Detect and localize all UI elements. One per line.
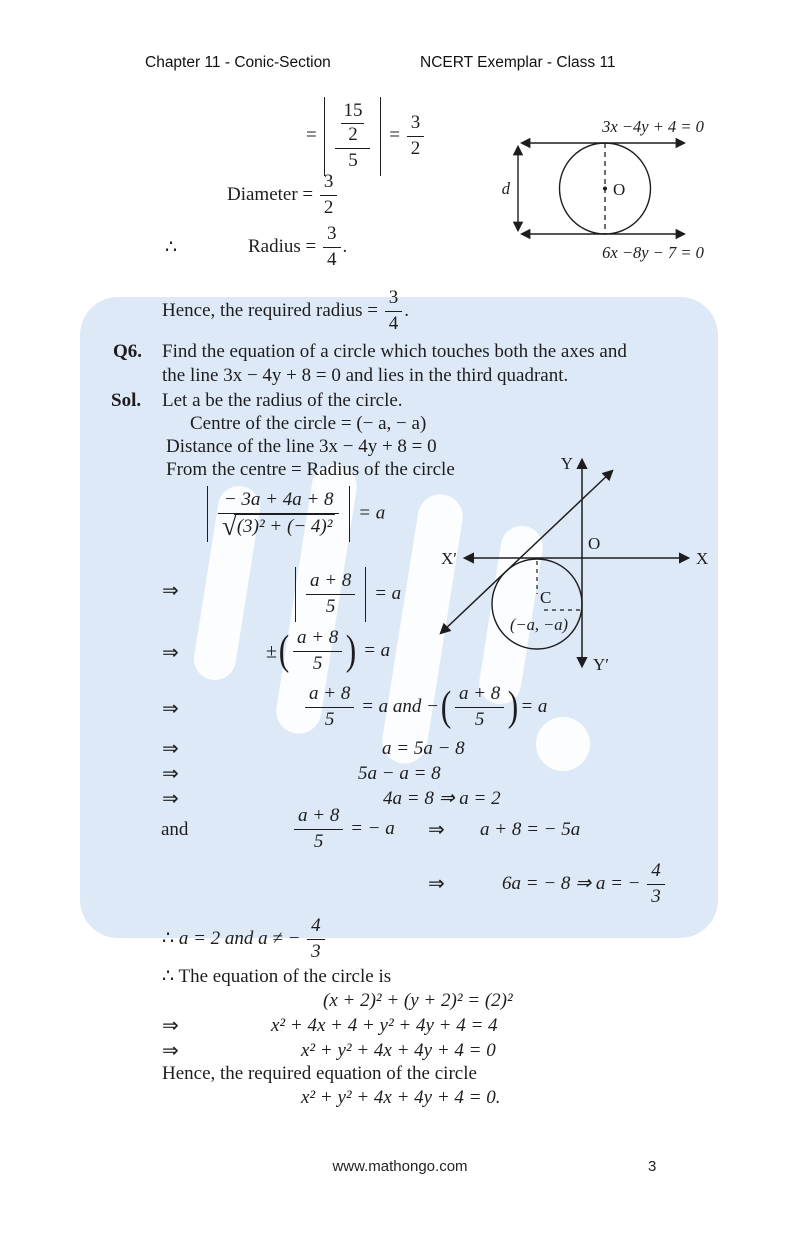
hence-radius-line <box>162 288 409 335</box>
bottom-line-equation-label: 6x −8y − 7 = 0 <box>602 243 704 262</box>
step-9: 6a = − 8 ⇒ a = − $\frac{4}{3}$ <box>502 861 667 908</box>
step-8-left: $\frac{a + 8}{5}$ = − a <box>292 806 395 853</box>
step-rhs: = a <box>374 582 402 604</box>
step-lhs: 6a = − 8 ⇒ a = − <box>502 872 641 894</box>
implies-arrow: ⇒ <box>162 698 180 720</box>
left-paren: ( <box>440 683 452 730</box>
final-equation: x² + y² + 4x + 4y + 4 = 0. <box>301 1087 501 1108</box>
question-number: Q6. <box>113 341 143 362</box>
implies-arrow: ⇒ <box>162 738 180 760</box>
equation-step: x² + y² + 4x + 4y + 4 = 0 <box>301 1040 496 1061</box>
chapter-title: Chapter 11 - Conic-Section <box>145 54 331 71</box>
numerator: − 3a + 4a + 8 <box>218 490 339 514</box>
conclusion-a-values: ∴ a = 2 and a ≠ − $\frac{4}{3}$ <box>162 916 327 963</box>
implies-arrow: ⇒ <box>162 1040 180 1062</box>
page-number: 3 <box>648 1158 657 1175</box>
step-rhs: = a <box>363 639 391 661</box>
center-label: O <box>613 180 626 199</box>
parallel-lines-circle-diagram <box>480 100 790 270</box>
implies-arrow: ⇒ <box>162 1015 180 1037</box>
y-prime-label: Y′ <box>593 655 609 674</box>
equation-step: x² + 4x + 4 + y² + 4y + 4 = 4 <box>271 1015 498 1036</box>
absolute-value-bars <box>324 97 381 176</box>
radius-fraction: $\frac{3}{4}$ <box>323 224 341 271</box>
equals-sign: = <box>306 124 317 146</box>
question-line-2: the line 3x − 4y + 8 = 0 and lies in the third quadrant. <box>162 365 569 386</box>
denominator: 2 <box>348 123 358 145</box>
equation-abs-nested-fraction <box>306 97 426 176</box>
left-paren: ( <box>278 627 290 674</box>
implies-arrow: ⇒ <box>428 873 446 895</box>
footer-url: www.mathongo.com <box>332 1158 468 1175</box>
implies-arrow: ⇒ <box>162 763 180 785</box>
absolute-value-bars <box>207 486 350 542</box>
distance-line: Distance of the line 3x − 4y + 8 = 0 <box>166 436 437 457</box>
diameter-label: Diameter = <box>227 183 314 205</box>
radius-label: Radius = <box>248 235 317 257</box>
centre-line: Centre of the circle = (− a, − a) <box>190 413 427 434</box>
x-label: X <box>696 549 709 568</box>
step-rhs: = a <box>358 502 386 524</box>
step-2 <box>292 567 401 622</box>
hence-radius-text: Hence, the required radius = <box>162 299 378 321</box>
sqrt-sign: √ <box>222 510 237 541</box>
step-rhs: = − a <box>350 817 395 839</box>
diameter-line <box>227 172 339 219</box>
period: . <box>342 235 348 257</box>
step-7: 4a = 8 ⇒ a = 2 <box>383 788 501 809</box>
plus-minus-sign: ± <box>266 640 277 663</box>
radius-line <box>248 224 347 271</box>
implies-arrow: ⇒ <box>162 788 180 810</box>
therefore-sign: ∴ <box>162 927 175 949</box>
centre-coordinates-label: (−a, −a) <box>509 615 569 634</box>
from-centre-line: From the centre = Radius of the circle <box>166 459 455 480</box>
numerator: 15 <box>341 101 364 124</box>
right-paren: ) <box>346 627 357 674</box>
step-4: $\frac{a + 8}{5}$ = a and −( $\frac{a + 8}{5}$ )= a <box>303 684 547 731</box>
therefore-sign: ∴ <box>162 966 175 987</box>
step-3: ±( $\frac{a + 8}{5}$ ) = a <box>266 627 391 674</box>
step-5: a = 5a − 8 <box>382 738 465 759</box>
top-line-equation-label: 3x −4y + 4 = 0 <box>602 117 704 136</box>
gap-label: d <box>501 179 510 198</box>
period: . <box>404 299 409 321</box>
book-title: NCERT Exemplar - Class 11 <box>420 54 616 71</box>
step-1 <box>204 486 385 542</box>
coordinate-axes-circle-diagram <box>425 448 720 680</box>
origin-label: O <box>588 534 601 553</box>
therefore-sign: ∴ <box>165 237 178 258</box>
circle-equation-expanded: (x + 2)² + (y + 2)² = (2)² <box>323 990 513 1011</box>
outer-denominator: 5 <box>348 149 358 171</box>
step-rhs: = a <box>520 695 548 717</box>
conclusion-equation-intro: ∴ The equation of the circle is <box>162 966 392 987</box>
final-statement: Hence, the required equation of the circle <box>162 1063 477 1084</box>
centre-label: C <box>540 588 552 607</box>
step-mid-text: = a and − <box>361 695 439 717</box>
equals-sign: = <box>389 124 400 146</box>
absolute-value-bars: $\frac{a + 8}{5}$ <box>295 567 366 622</box>
x-prime-label: X′ <box>441 549 457 568</box>
right-paren: ) <box>508 683 519 730</box>
and-word: and <box>161 819 189 840</box>
hence-radius-fraction: $\frac{3}{4}$ <box>385 288 403 335</box>
solution-intro: Let a be the radius of the circle. <box>162 390 403 411</box>
implies-arrow: ⇒ <box>162 642 180 664</box>
implies-arrow: ⇒ <box>428 819 446 841</box>
fraction-three-halves: $\frac{3}{2}$ <box>407 113 425 160</box>
tangent-line <box>441 471 612 633</box>
solution-label: Sol. <box>111 390 142 411</box>
sqrt-body: (3)² + (− 4)² <box>234 514 336 537</box>
y-label: Y <box>560 454 573 473</box>
diameter-fraction: $\frac{3}{2}$ <box>320 172 338 219</box>
step-8-right: a + 8 = − 5a <box>480 819 581 840</box>
implies-arrow: ⇒ <box>162 580 180 602</box>
question-line-1: Find the equation of a circle which touches both the axes and <box>162 341 627 362</box>
step-6: 5a − a = 8 <box>358 763 441 784</box>
center-dot <box>603 187 607 191</box>
